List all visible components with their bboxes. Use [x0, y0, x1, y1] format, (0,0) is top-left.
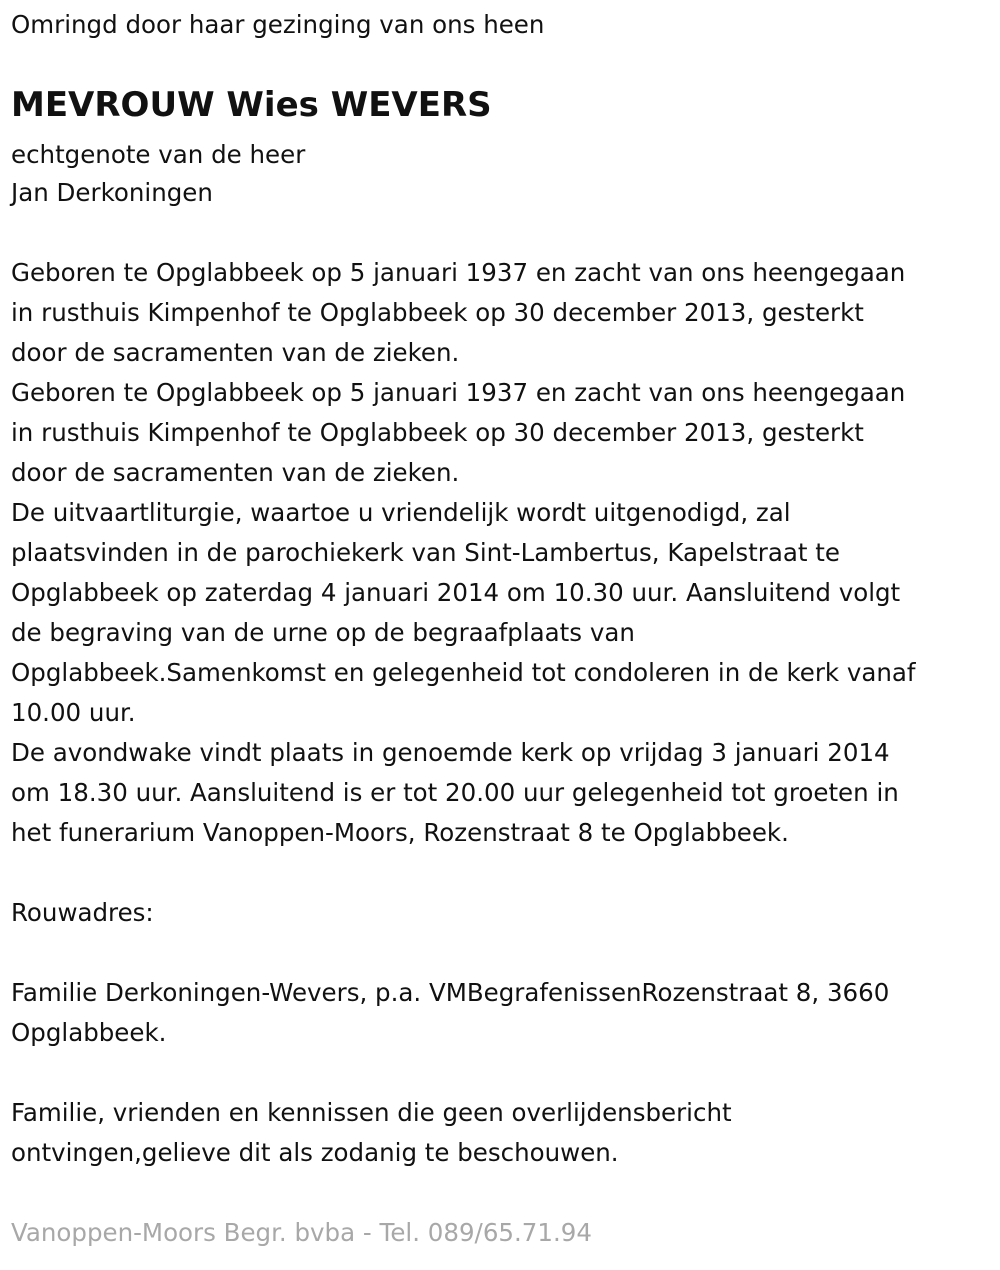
body-line: De uitvaartliturgie, waartoe u vriendelijk wordt uitgenodigd, zal: [11, 498, 791, 527]
address-label: Rouwadres:: [11, 898, 154, 927]
body-line: in rusthuis Kimpenhof te Opglabbeek op 30 december 2013, gesterkt: [11, 298, 864, 327]
spouse-line: Jan Derkoningen: [11, 178, 213, 207]
footer-funeral-home: Vanoppen-Moors Begr. bvba - Tel. 089/65.71.94: [11, 1218, 592, 1247]
closing-line: Familie, vrienden en kennissen die geen overlijdensbericht: [11, 1098, 732, 1127]
body-line: Geboren te Opglabbeek op 5 januari 1937 en zacht van ons heengegaan: [11, 378, 906, 407]
body-line: Geboren te Opglabbeek op 5 januari 1937 en zacht van ons heengegaan: [11, 258, 906, 287]
body-line: in rusthuis Kimpenhof te Opglabbeek op 30 december 2013, gesterkt: [11, 418, 864, 447]
intro-text: Omringd door haar gezinging van ons heen: [11, 10, 545, 39]
body-line: het funerarium Vanoppen-Moors, Rozenstraat 8 te Opglabbeek.: [11, 818, 789, 847]
closing-line: ontvingen,gelieve dit als zodanig te beschouwen.: [11, 1138, 619, 1167]
address-line: Familie Derkoningen-Wevers, p.a. VMBegrafenissenRozenstraat 8, 3660: [11, 978, 890, 1007]
spouse-line: echtgenote van de heer: [11, 140, 306, 169]
body-line: door de sacramenten van de zieken.: [11, 458, 460, 487]
body-line: plaatsvinden in de parochiekerk van Sint-Lambertus, Kapelstraat te: [11, 538, 840, 567]
address-line: Opglabbeek.: [11, 1018, 167, 1047]
body-line: Opglabbeek op zaterdag 4 januari 2014 om 10.30 uur. Aansluitend volgt: [11, 578, 901, 607]
body-line: om 18.30 uur. Aansluitend is er tot 20.00 uur gelegenheid tot groeten in: [11, 778, 899, 807]
deceased-name: MEVROUW Wies WEVERS: [11, 85, 492, 125]
body-line: de begraving van de urne op de begraafplaats van: [11, 618, 635, 647]
body-line: 10.00 uur.: [11, 698, 136, 727]
body-line: door de sacramenten van de zieken.: [11, 338, 460, 367]
body-line: De avondwake vindt plaats in genoemde kerk op vrijdag 3 januari 2014: [11, 738, 890, 767]
body-line: Opglabbeek.Samenkomst en gelegenheid tot condoleren in de kerk vanaf: [11, 658, 916, 687]
